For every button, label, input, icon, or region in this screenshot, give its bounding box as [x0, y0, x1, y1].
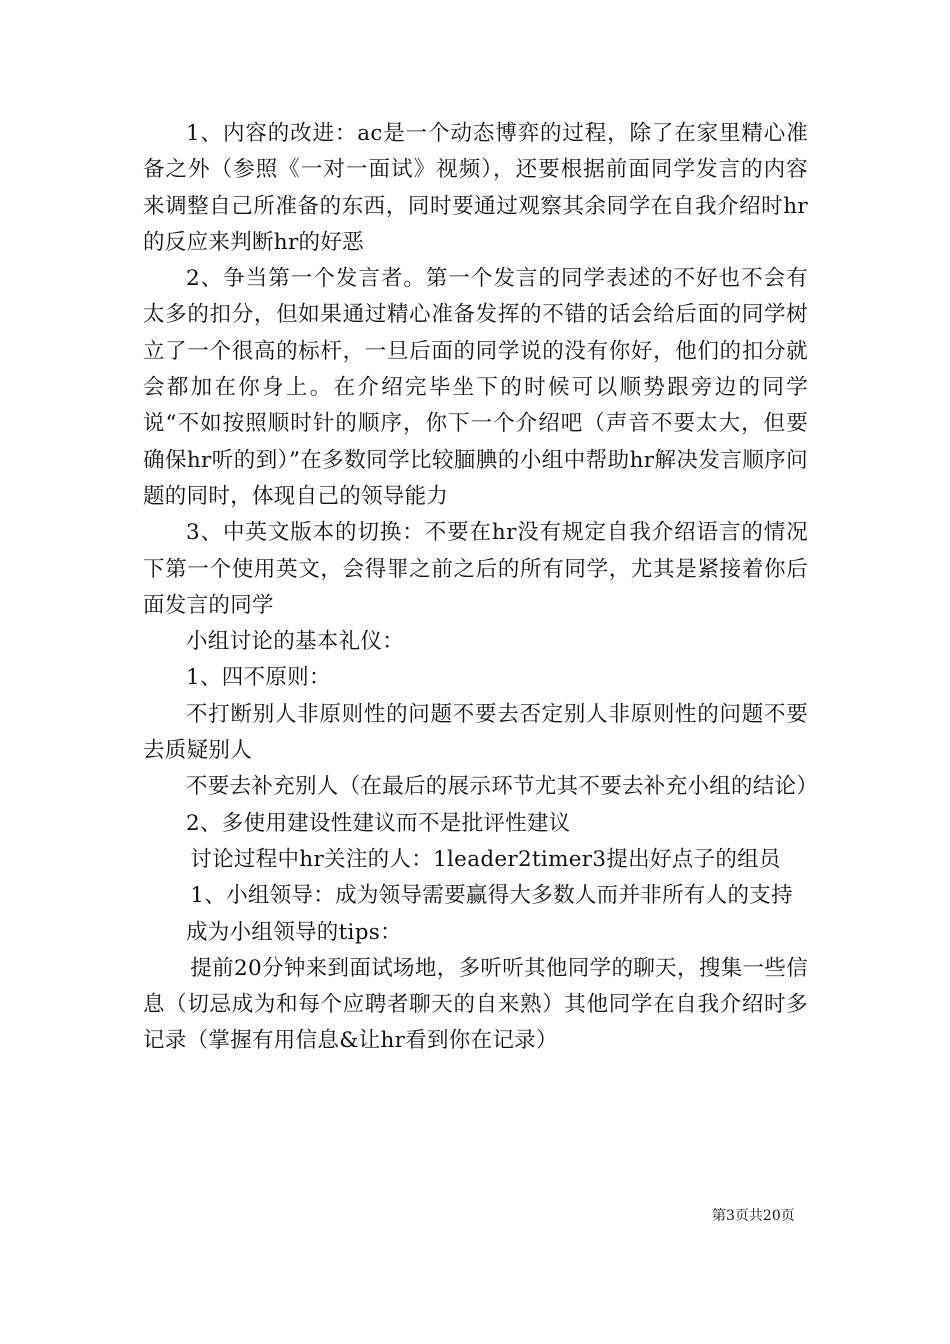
paragraph-hr-focus: 讨论过程中hr关注的人：1leader2timer3提出好点子的组员 — [190, 846, 781, 872]
paragraph-first-speaker: 2、争当第一个发言者。第一个发言的同学表述的不好也不会有太多的扣分，但如果通过精心准备发挥的不错的话会给后面的同学树立了一个很高的标杆，一旦后面的同学说的没有你好，他们的扣分就会都加在你身上。在介绍完毕坐下的时候可以顺势跟旁边的同学说“不如按照顺时针的顺序，你下一个介绍吧（声音不要太大，但要确保hr听的到）”在多数同学比较腼腆的小组中帮助hr解决发言顺序问题的同时，体现自己的领导能力 — [143, 266, 808, 509]
document-body — [143, 116, 819, 1060]
paragraph-do-not-supplement: 不要去补充别人（在最后的展示环节尤其不要去补充小组的结论） — [186, 774, 819, 800]
paragraph-language-switch: 3、中英文版本的切换：不要在hr没有规定自我介绍语言的情况下第一个使用英文，会得罪之前之后的所有同学，尤其是紧接着你后面发言的同学 — [143, 520, 808, 618]
paragraph-etiquette-heading: 小组讨论的基本礼仪： — [186, 629, 405, 655]
page-number-footer: 第3页共20页 — [712, 1208, 795, 1224]
paragraph-content-improvement: 1、内容的改进：ac是一个动态博弈的过程，除了在家里精心准备之外（参照《一对一面试》视频），还要根据前面同学发言的内容来调整自己所准备的东西，同时要通过观察其余同学在自我介绍时hr的反应来判断hr的好恶 — [143, 121, 808, 255]
paragraph-constructive-suggestions: 2、多使用建设性建议而不是批评性建议 — [186, 810, 571, 836]
paragraph-four-principles: 1、四不原则： — [186, 665, 331, 691]
paragraph-group-leader: 1、小组领导：成为领导需要赢得大多数人而并非所有人的支持 — [190, 883, 793, 909]
paragraph-arrive-early: 提前20分钟来到面试场地，多听听其他同学的聊天，搜集一些信息（切忌成为和每个应聘者聊天的自来熟）其他同学在自我介绍时多记录（掌握有用信息&让hr看到你在记录） — [143, 955, 808, 1054]
paragraph-leader-tips-heading: 成为小组领导的tips： — [186, 919, 402, 945]
paragraph-do-not-interrupt: 不打断别人非原则性的问题不要去否定别人非原则性的问题不要去质疑别人 — [143, 701, 808, 764]
